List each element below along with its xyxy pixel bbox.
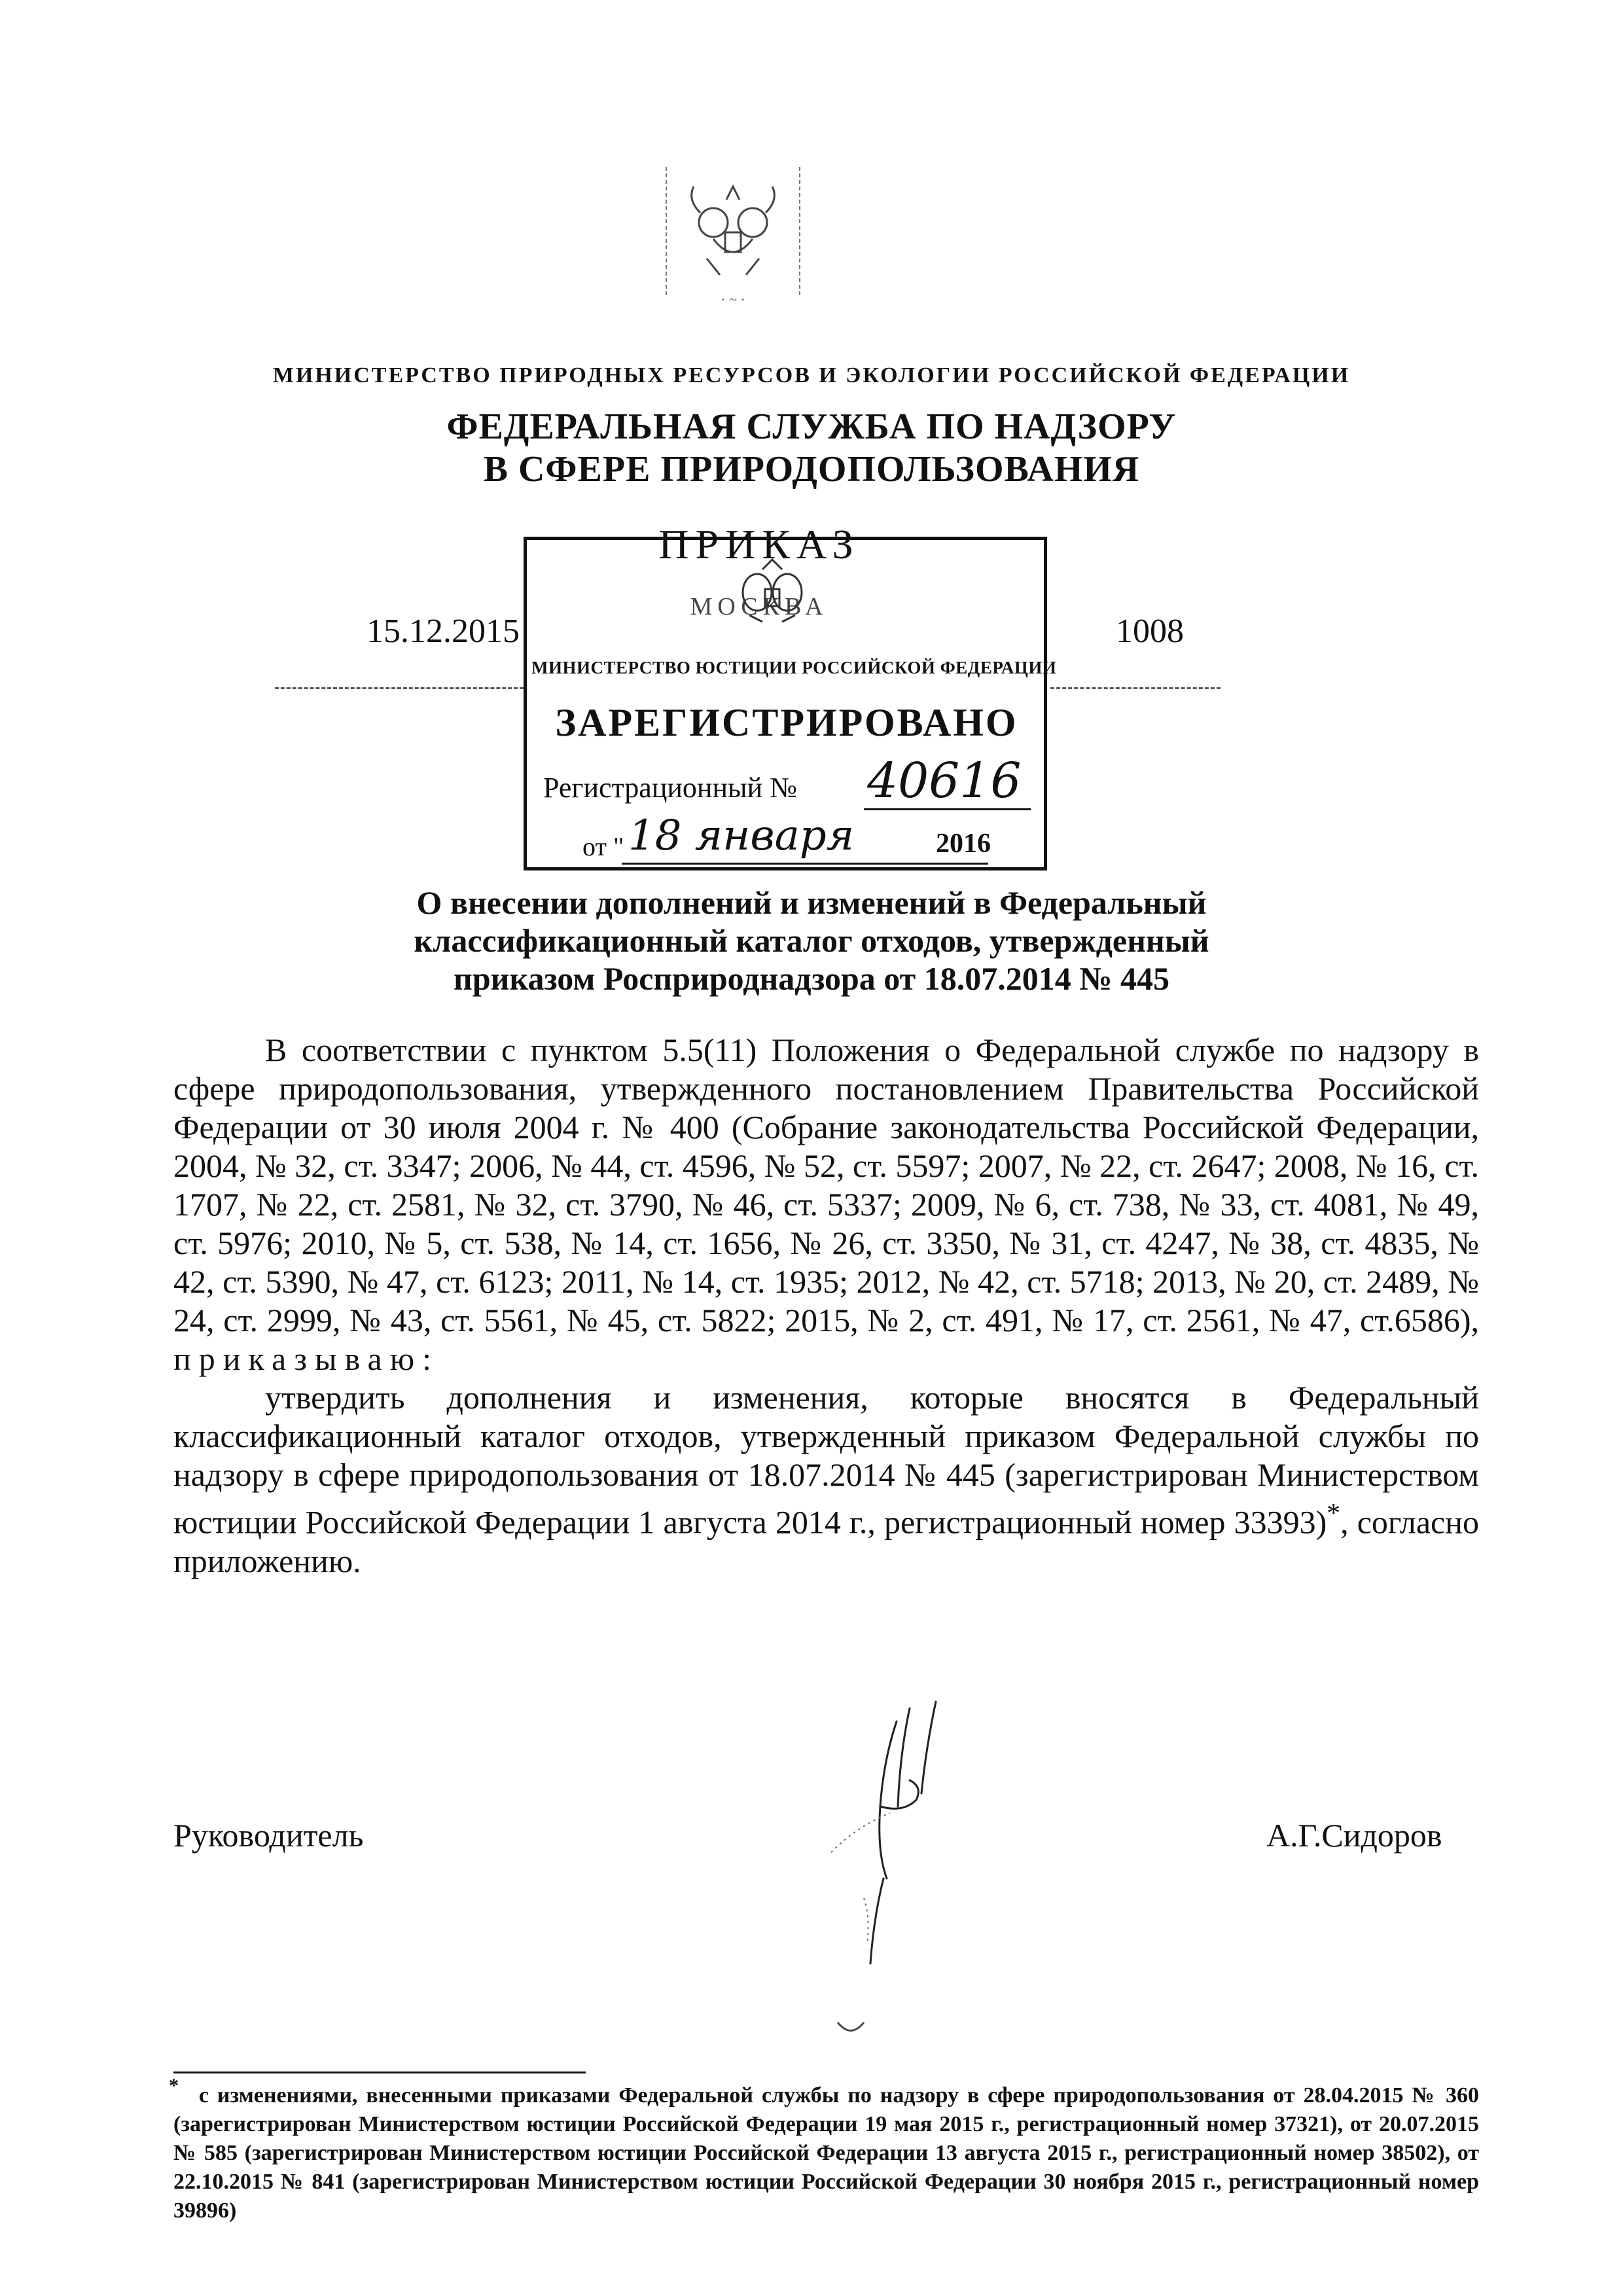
footnote-text [173, 2081, 1479, 2225]
document-type: ПРИКАЗ [658, 521, 860, 567]
stamp-number-underline [864, 808, 1031, 810]
document-title-line-1: О внесении дополнений и изменений в Федеральный [416, 884, 1207, 921]
stamp-date-year: 2016 [936, 829, 991, 859]
agency-name-line-1: ФЕДЕРАЛЬНАЯ СЛУЖБА ПО НАДЗОРУ [446, 406, 1177, 447]
handwritten-signature [753, 1682, 1014, 2049]
body-paragraph-2-end: , согласно приложению. [173, 1503, 1479, 1579]
stamp-date-underline [622, 863, 988, 865]
order-number: 1008 [1116, 613, 1184, 650]
signer-role: Руководитель [173, 1817, 364, 1854]
body-paragraph-1-text: В соответствии с пунктом 5.5(11) Положения о Федеральной службе по надзору в сфере природопользования, утвержденного постановлением Правительства Российской Федерации от 30 июля 2004 г. № 400 (Собрание законодательства Российской Федерации, 2004, № 32, ст. 3347; 2006, № 44, ст. 4596, № 52, ст. 5597; 2007, № 22, ст. 2647; 2008, № 16, ст. 1707, № 22, ст. 2581, № 32, ст. 3790, № 46, ст. 5337; 2009, № 6, ст. 738, № 33, ст. 4081, № 49, ст. 5976; 2010, № 5, ст. 538, № 14, ст. 1656, № 26, ст. 3350, № 31, ст. 4247, № 38, ст. 4835, № 42, ст. 5390, № 47, ст. 6123; 2011, № 14, ст. 1935; 2012, № 42, ст. 5718; 2013, № 20, ст. 2489, № 24, ст. 2999, № 43, ст. 5561, № 45, ст. 5822; 2015, № 2, ст. 491, № 17, ст. 2561, № 47, ст.6586), [173, 1031, 1479, 1338]
stamp-organization: МИНИСТЕРСТВО ЮСТИЦИИ РОССИЙСКОЙ ФЕДЕРАЦИИ [531, 658, 1057, 677]
coat-of-arms-emblem [661, 160, 805, 317]
ministry-name: МИНИСТЕРСТВО ПРИРОДНЫХ РЕСУРСОВ И ЭКОЛОГИИ РОССИЙСКОЙ ФЕДЕРАЦИИ [272, 363, 1351, 387]
agency-name-line-2: В СФЕРЕ ПРИРОДОПОЛЬЗОВАНИЯ [483, 449, 1140, 490]
footnote-body: с изменениями, внесенными приказами Федеральной службы по надзору в сфере природопользования от 28.04.2015 № 360 (зарегистрирован Министерством юстиции Российской Федерации 19 мая 2015 г., регистрационный номер 37321), от 20.07.2015 № 585 (зарегистрирован Министерством юстиции Российской Федерации 13 августа 2015 г., регистрационный номер 38502), от 22.10.2015 № 841 (зарегистрирован Министерством юстиции Российской Федерации 30 ноября 2015 г., регистрационный номер 39896) [173, 2083, 1480, 2223]
footnote-mark: * [169, 2075, 179, 2096]
date-underline [275, 687, 524, 689]
body-paragraph-2-text: утвердить дополнения и изменения, которые вносятся в Федеральный классификационный каталог отходов, утвержденный приказом Федеральной службы по надзору в сфере природопользования от 18.07.2014 № 445 (зарегистрирован Министерством юстиции Российской Федерации 1 августа 2014 г., регистрационный номер 33393) [173, 1379, 1479, 1541]
footnote-reference: * [1327, 1498, 1341, 1528]
stamp-title: ЗАРЕГИСТРИРОВАНО [555, 701, 1018, 744]
body-paragraph-2 [173, 1378, 1479, 1581]
document-title-line-2: классификационный каталог отходов, утвержденный [414, 922, 1209, 959]
footnote-separator [173, 2072, 586, 2073]
signer-name: А.Г.Сидоров [1266, 1817, 1442, 1854]
order-date: 15.12.2015 [366, 613, 520, 650]
stamp-date-prefix: от " [582, 832, 624, 861]
command-word: приказываю: [173, 1340, 439, 1377]
document-title-line-3: приказом Росприроднадзора от 18.07.2014 № 445 [454, 960, 1169, 997]
stamp-registration-number: 40616 [867, 753, 1022, 809]
stamp-handwritten-date: 18 января [628, 812, 855, 860]
document-body [173, 1031, 1479, 1581]
order-city: МОСКВА [690, 593, 829, 620]
number-underline [1050, 687, 1221, 689]
svg-text:· ~ ·: · ~ · [721, 291, 745, 308]
stamp-registration-label: Регистрационный № [543, 772, 798, 804]
body-paragraph-1 [173, 1031, 1479, 1378]
stamp-emblem-icon [723, 556, 821, 628]
